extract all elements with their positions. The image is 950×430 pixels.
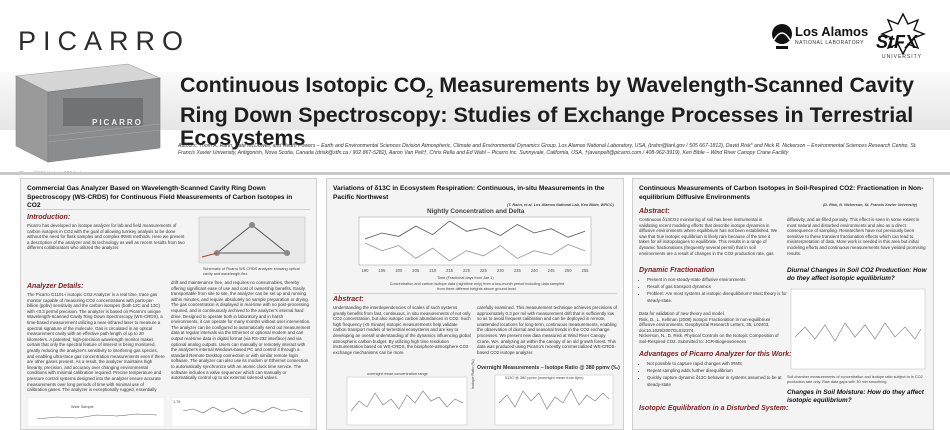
title-part2: Measurements by Wavelength-Scanned Cavity Ring Down Spectroscopy: Studies of Exchange Processes in Terrestrial Ecosystems: [180, 73, 914, 151]
col1-rule: [27, 209, 310, 210]
nightly-chart: [337, 215, 613, 277]
authors: Authors: Thom A. Rahn, Nate McDowell, and Heath Powers – Earth and Environmental Sciences Division Atmospheric, Climate and Environmental Dynamics Group, Los Alamos National Laboratory, USA, (trahn@lanl.gov / 505 667-1812), David Risk* and Nick R. Nickerson – Environmental Sciences Research Centre, St. Francis Xavier University, Antigonish, Nova Scotia, Canada (drisk@stfx.ca / 902 867-5282), Aaron Van Pelt†, Chris Rella and Ed Wahl – Picarro Inc. Sunnyvale, California, USA, †(avanpelt@picarro.com / 408-962-3919), Ken Bible – Wind River Canopy Crane Facility: [178, 143, 917, 156]
title-part1: Continuous Isotopic CO: [180, 73, 427, 97]
col1-title: Commercial Gas Analyzer Based on Wavelength-Scanned Cavity Ring Down Spectroscopy (WS-CRDS) for Continuous Field Measurements of Carbon Isotopes in CO2: [27, 185, 293, 209]
small-chart-ylabel: Isotope Ratio (‰): [471, 359, 475, 389]
mini-chart-2: [171, 397, 311, 427]
adv-bullet: • Quickly capture dynamic δ13C behavior in systems assumed to be at steady-state: [647, 374, 789, 388]
iso-equil-heading: Isotopic Equilibration in a Disturbed System:: [639, 405, 789, 412]
col3-abstract-heading: Abstract:: [639, 208, 670, 215]
analyzer-label: PICARRO: [92, 118, 143, 127]
analyzer-details-b: drift and maintenance free, and requires no consumables, thereby offering significant ease of use and cost of ownership benefits. Easily transportable from site to site, the analyzer can be set up and running within minutes, and require absolutely no sample preparation or drying. The gas concentration is displayed in real-time with no post-processing required, and is continuously archived to the analyzer's internal hard drive. Designed to operate both in laboratory and in harsh environments, it can operate for many months without user intervention. The analyzer can be configured to automatically send out measurement data at regular intervals via the Ethernet or optional modem and can output real-time data in digital format (via RS-232 interface) and via optional analog outputs. Users can manually or remotely interact with the analyzer's internal Windows-based PC and control it through a standard Remote Desktop connection or with similar remote login software. The analyzer can also use its modem or Ethernet connection to automatically synchronize with an atomic clock time service. The software includes a valve sequencer which can manually or automatically control up to six external solenoid valves.: [171, 280, 311, 381]
stfx-sub: UNIVERSITY: [882, 54, 923, 60]
diurnal-caption: Soil chamber measurements of concentration and isotope ratio subject to in CO2 production rate only. Raw data gaps with 30 min smoothing.: [787, 375, 923, 384]
col2-credit: (T. Rahn, et al. Los Alamos National Lab, Ken Bible, WRCC): [507, 203, 614, 207]
lanl-name: Los Alamos: [795, 24, 869, 39]
diurnal-chart: [787, 287, 929, 371]
diurnal-heading: Diurnal Changes in Soil CO2 Production: How do they affect isotopic equilibrium?: [787, 267, 927, 282]
col3-abstract-b: diffusivity, and air-filled porosity. This effect is seen in some extent in most natural and disturbed environments and also as a direct consequence of sampling. Researchers have not previously been sensitive to these transient fractionation effects which can lead to misinterpretation of data. More work is needed in this area but initial modeling efforts and continuous measurements have yielded promising results.: [787, 217, 926, 256]
nightly-x-tick: 255: [581, 268, 589, 273]
column-analyzer: [20, 178, 317, 430]
nightly-x-tick: 250: [564, 268, 572, 273]
nightly-caption: Concentration and carbon isotope data (nighttime only) from a two-month period including data sampled from three different heights above ground level.: [389, 282, 565, 291]
adv-bullet: • Repeat sampling adds further disequilibrium: [647, 367, 789, 374]
col3-abstract-a: Continuous δ13CO2 monitoring of soil has been instrumental in validating recent modeling efforts that describe isotope dynamics in diffusive environments where equilibrium has not been established. We saw that true isotopic equilibrium is likely rare because of the time it takes for all isotopologues to equilibrate. This results in a range of dynamic fractionations (frequently several permil) that in soil environments are a result of changes in the CO2 production rate, gas: [639, 217, 778, 256]
analyzer-details-heading: Analyzer Details:: [27, 283, 84, 290]
dyn-fract-heading: Dynamic Fractionation: [639, 267, 715, 274]
poster-title: [180, 74, 920, 150]
dyn-fract-list: [639, 276, 789, 304]
col2-rule: [333, 293, 617, 294]
picarro-logo: PICARRO: [18, 26, 191, 56]
nightly-chart-plot: [359, 217, 591, 265]
col2-abstract-heading: Abstract:: [333, 296, 364, 303]
analyzer-details-a: The Picarro G1101-i isotopic CO2 Analyzer is a real time, trace gas monitor capable of measuring CO2 concentrations with parts-per-billion (ppbv) sensitivity and the carbon isotopes (both 12C and 13C) with <0.3 permil precision. The analyzer is based on Picarro's unique Wavelength-Scanned Cavity Ring Down Spectroscopy (WS-CRDS), a time-based measurement utilizing a near-infrared laser to measure a spectral signature of the molecule. Gas is circulated in an optical measurement cavity with an effective path length of up to 20 kilometers. A patented, high-precision wavelength monitor makes certain that only the spectral feature of interest is being monitored, greatly reducing the analyzer's sensitivity to interfering gas species, and enabling ultra-trace gas concentration measurements even if there are other gases present. As a result, the analyzer maintains high linearity, precision, and accuracy over changing environmental conditions with minimal calibration required. Precise temperature and pressure control systems designed into the analyzer ensure accurate measurements over long periods of time with minimal use of calibration gases. The analyzer is exceptionally rugged, essentially: [27, 292, 165, 393]
nightly-x-tick: 220: [463, 268, 471, 273]
col3-references: Data for validation of new theory and model. Risk, D., L. Kellman (2008) Isotopic Fractionation in non-equilibrium diffusive environments. Geophysical Research Letters, 35, L02403, doi:10.1029/2007GL032374. Nickerson, N., D. Risk. Physical Controls on the Isotopic Composition of Soil-Respired CO2. Submitted to: JGR-Biogeosciences: [639, 311, 779, 344]
mini-chart-yaxis: 1.75: [173, 400, 181, 404]
dyn-bullet: • Problem: Are most systems at isotopic disequilibrium? Most theory is for steady-state.: [647, 290, 789, 304]
nightly-x-tick: 195: [378, 268, 386, 273]
nightly-x-tick: 245: [547, 268, 555, 273]
small-chart2-legend: δ13C @ 380 ppmv (overnight mean from 8pm): [505, 376, 584, 380]
advantages-heading: Advantages of Picarro Analyzer for this Work:: [639, 351, 792, 358]
overnight-conc-chart: [333, 371, 471, 427]
stfx-name: StFX: [876, 32, 918, 52]
moisture-heading: Changes in Soil Moisture: How do they affect isotopic equilibrium?: [787, 389, 924, 404]
adv-bullet: • Not possible to capture rapid changes with IRMS: [647, 360, 789, 367]
nightly-x-tick: 230: [496, 268, 504, 273]
nightly-x-tick: 200: [395, 268, 403, 273]
dyn-bullet: • Result of gas transport dynamics: [647, 283, 789, 290]
mini-chart-1: [27, 397, 165, 427]
col3-credit: (D. Risk, N. Nickerson, St. Francis Xavier University): [823, 203, 918, 207]
col3-title: Continuous Measurements of Carbon Isotopes in Soil-Respired CO2: Fractionation in Non-equilibrium Diffusive Environments: [639, 185, 924, 201]
nightly-x-tick: 205: [412, 268, 420, 273]
nightly-ticks-group: [362, 268, 590, 273]
nightly-x-tick: 240: [530, 268, 538, 273]
small-chart-legend: overnight mean concentration range: [367, 372, 428, 376]
overnight-isotope-chart: [477, 373, 617, 427]
nightly-xlabel: Time (Fractional days from Jan 1): [437, 276, 494, 280]
dyn-bullet: • Present in non-steady-state diffusive environments: [647, 276, 789, 283]
col2-title: Variations of δ13C in Ecosystem Respiration: Continuous, in-situ Measurements in the Pacific Northwest: [333, 185, 605, 201]
col2-abstract-a: Understanding the interdependencies of scales of such systems greatly benefits from fast, continuous, in situ measurements of not only CO2 concentration, but also isotopic carbon abundances in CO2. Such high frequency (<5 minute) isotopic measurements help validate carbon transport models of terrestrial ecosystems and are key to developing an overall understanding of the dynamics influencing global atmospheric carbon budget. By utilizing high time resolution instrumentation based on WS-CRDS, the biosphere-atmosphere CO2 exchange mechanisms can be more: [333, 305, 471, 355]
nightly-x-tick: 215: [446, 268, 454, 273]
mini-chart-label: Wide Sample: [71, 405, 94, 409]
header-divider: [0, 172, 950, 175]
schematic-caption: Schematic of Picarro WS-CRDS analyzer showing optical cavity and wavelength flex.: [203, 267, 300, 276]
nightly-chart-title: Nightly Concentration and Delta: [427, 208, 525, 215]
analyzer-photo: [8, 58, 168, 170]
nightly-x-tick: 235: [513, 268, 521, 273]
nightly-x-tick: 225: [479, 268, 487, 273]
intro-heading: Introduction:: [27, 214, 71, 221]
column-soil-respired: [632, 178, 934, 430]
small-chart2-title: Overnight Measurements – Isotope Ratio @ 380 ppmv (‰): [477, 365, 620, 371]
nightly-x-tick: 210: [429, 268, 437, 273]
intro-body: Picarro has developed an isotope analyzer for lab and field measurements of carbon isotopes in CO2 with the goal of allowing turnkey analysis to be done without the need for flask samples and complex IRMS methods. Here we present a description of the analyzer and its technology as well as recent results from two different collaborators who utilized the analyzer.: [27, 223, 185, 251]
advantages-list: [639, 360, 789, 388]
column-pacific-northwest: [326, 178, 624, 430]
lanl-sub: NATIONAL LABORATORY: [795, 40, 864, 46]
crds-schematic: [197, 215, 307, 265]
title-sub: 2: [426, 85, 434, 101]
nightly-x-tick: 190: [361, 268, 369, 273]
col2-abstract-b: carefully examined. This measurement technique achieves precisions of approximately 0.3 per mil with measurement drift that is sufficiently low so as to avoid frequent calibration and can be deployed in remote, unattended locations for long-term, continuous measurements, enabling the observation of diurnal and seasonal trends in the CO2 exchange processes. We present new data measured at Wind River Canopy Crane, WA, analyzing air within the canopy of an old growth forest. This data was produced using Picarro's recently commercialized WS-CRDS-based CO2 isotope analyzer.: [477, 305, 618, 355]
